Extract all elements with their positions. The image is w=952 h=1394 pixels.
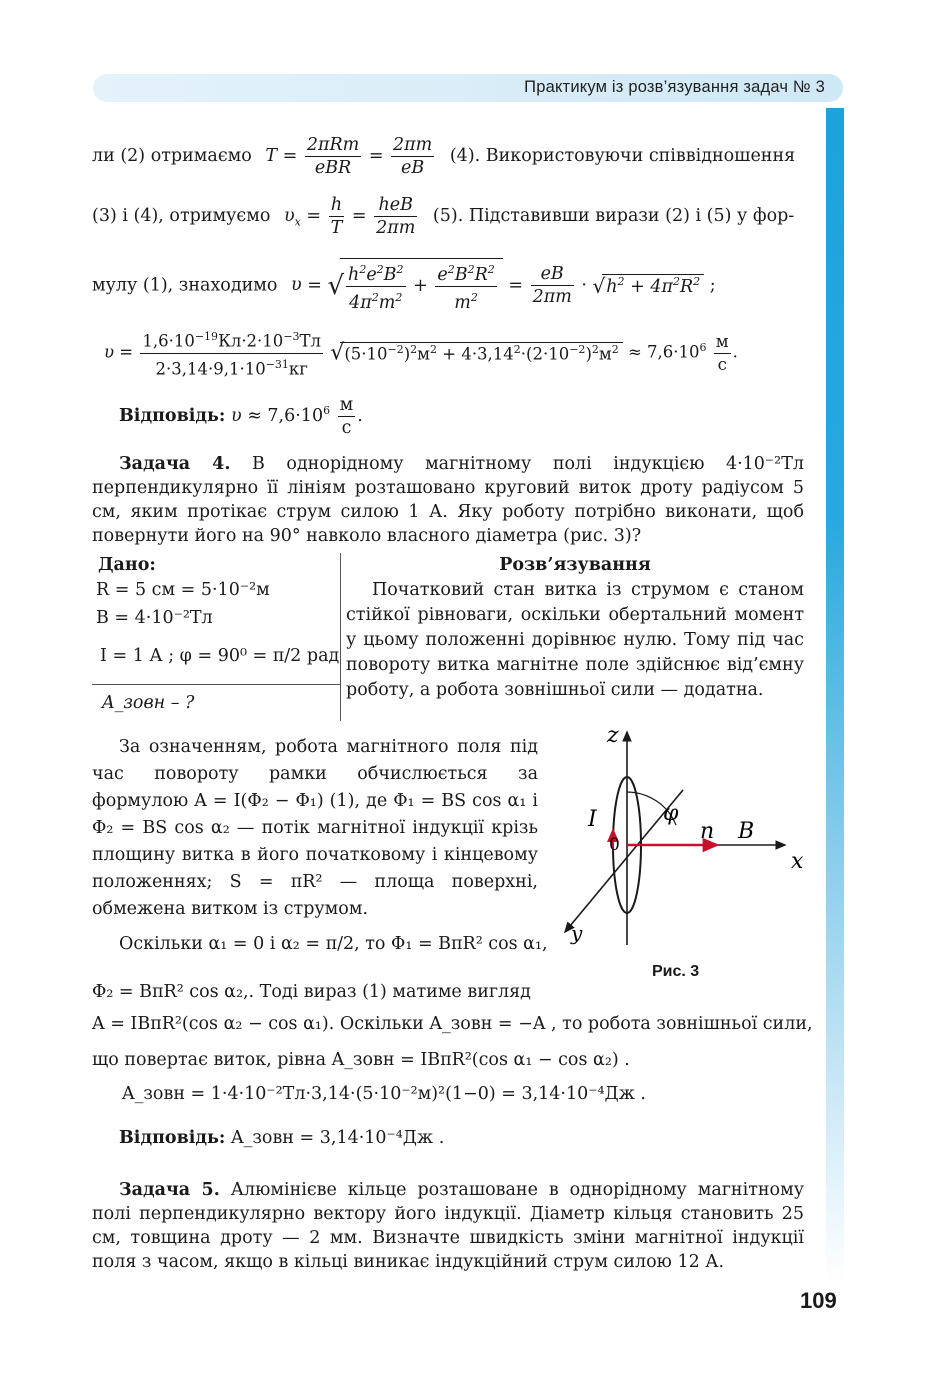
intro-text: ли (2) отримаємо — [92, 146, 252, 166]
given-divider-horizontal — [92, 684, 340, 685]
body-paragraph-2: Оскільки α₁ = 0 і α₂ = π/2, то Φ₁ = BπR² cos α₁, — [119, 934, 548, 954]
given-title: Дано: — [98, 555, 156, 575]
given-radius: R = 5 см = 5·10⁻²м — [96, 580, 270, 600]
solution-title: Розв’язування — [499, 555, 651, 575]
header-bar — [93, 74, 843, 102]
page-number: 109 — [800, 1288, 837, 1313]
given-current-angle: I = 1 А ; φ = 90⁰ = π/2 рад — [100, 646, 340, 666]
body-paragraph-5: що повертає виток, рівна A_зовн = IBπR²(cos α₁ − cos α₂) . — [92, 1050, 630, 1070]
intro-text: (4). Використовуючи співвідношення — [449, 146, 796, 166]
answer-label: Відповідь: — [119, 406, 226, 426]
side-accent-bar — [826, 108, 844, 1283]
task-4-body: В однорідному магнітному полі індукцією 4·10⁻²Тл перпендикулярно її лініям розташовано круговий виток дроту радіусом 5 см, яким протікає струм силою 1 А. Яку роботу потрібно виконати, щоб повернути його на 90° навколо власного діаметра (рис. 3)? — [92, 454, 804, 546]
figure-caption: Рис. 3 — [652, 963, 700, 980]
solution-block — [346, 553, 804, 703]
body-paragraph-6: A_зовн = 1·4·10⁻²Тл·3,14·(5·10⁻²м)²(1−0) = 3,14·10⁻⁴Дж . — [122, 1084, 646, 1104]
label-x: x — [791, 849, 804, 874]
task-4-label: Задача 4. — [119, 454, 231, 474]
given-induction: B = 4·10⁻²Тл — [96, 608, 213, 628]
body-paragraph-3: Φ₂ = BπR² cos α₂,. Тоді вираз (1) матиме вигляд — [92, 982, 531, 1002]
task-5-text — [92, 1178, 804, 1274]
header-title: Практикум із розв’язування задач № 3 — [524, 78, 825, 96]
label-z: z — [607, 723, 619, 748]
given-block — [92, 553, 340, 721]
body-paragraph-4: A = IBπR²(cos α₂ − cos α₁). Оскільки A_зовн = −A , то робота зовнішньої сили, — [92, 1014, 813, 1034]
task-4-text — [92, 452, 804, 548]
intro-text: мулу (1), знаходимо — [92, 275, 278, 296]
task-5-body: Алюмінієве кільце розташоване в однорідному магнітному полі перпендикулярно вектору його індукції. Діаметр кільця становить 25 см, товщина дроту — 2 мм. Визначте швидкість зміни магнітної індукції поля з часом, якщо в кільці виникає індукційний струм силою 12 А. — [92, 1180, 804, 1272]
given-divider-vertical — [340, 553, 341, 721]
solution-text: Початковий стан витка із струмом є станом стійкої рівноваги, оскільки обертальний момент у цьому положенні дорівнює нулю. Тому під час повороту витка магнітне поле здійснює від’ємну роботу, а робота зовнішньої сили — додатна. — [346, 580, 804, 700]
label-origin: 0 — [609, 835, 620, 855]
label-current: I — [588, 807, 597, 832]
answer-label: Відповідь: — [119, 1128, 226, 1148]
intro-line-1: ли (2) отримаємо T = $\frac{\text{2πRm}}{\text{eBR}}$ = $\frac{2\pi m}{eB}$ (4). Використовуючи співвідношення — [92, 135, 796, 178]
label-b: B — [738, 819, 755, 844]
intro-text: (3) і (4), отримуємо — [92, 206, 271, 226]
numeric-calculation: υ = $\frac{1,6\cdot 10^{-19}Кл\cdot 2\cdot 10^{-3}Тл}{2\cdot 3,14\cdot 9,1\cdot 10^{-31}кг}$ $√(5\cdot 10^{-2})^2м^2 + 4\cdot 3,14^2\cdot(2\cdot 10^{-2})^2м^2 \approx 7,6\cdot 10^6$ $\frac{м}{с}$ . — [104, 326, 738, 380]
figure-3-diagram — [555, 720, 820, 990]
intro-text: (5). Підставивши вирази (2) і (5) у фор- — [432, 206, 795, 226]
answer-task-4 — [119, 1128, 444, 1148]
body-paragraph-1: За означенням, робота магнітного поля під час повороту рамки обчислюється за формулою A = I(Φ₂ − Φ₁) (1), де Φ₁ = BS cos α₁ і Φ₂ = BS cos α₂ — потік магнітної індукції крізь площину витка в його початковому і кінцевому положеннях; S = πR² — площа поверхні, обмежена витком із струмом. — [92, 737, 538, 919]
label-y: y — [571, 921, 583, 945]
task-5-label: Задача 5. — [119, 1180, 220, 1200]
given-unknown: A_зовн – ? — [102, 693, 195, 713]
answer-task-3: Відповідь: $\upsilon \approx 7,6\cdot 10^6$ $\frac{м}{с}$ . — [119, 395, 363, 438]
intro-line-3: мулу (1), знаходимо υ = √ $\frac{h^2e^2B^2}{4\pi^2m^2}$ + $\frac{e^2B^2R^2}{m^2}$ = $\frac{eB}{2\pi m}$ · $√h^2 + 4\pi^2R^2$ ; — [92, 258, 716, 314]
label-phi: φ — [663, 801, 679, 826]
answer-value: A_зовн = 3,14·10⁻⁴Дж . — [230, 1128, 445, 1148]
label-n: n — [700, 819, 715, 844]
intro-line-2: (3) і (4), отримуємо $\upsilon_x$ = $\frac{h}{T}$ = $\frac{\text{heB}}{2\pi m}$ (5). Підставивши вирази (2) і (5) у фор- — [92, 195, 795, 238]
